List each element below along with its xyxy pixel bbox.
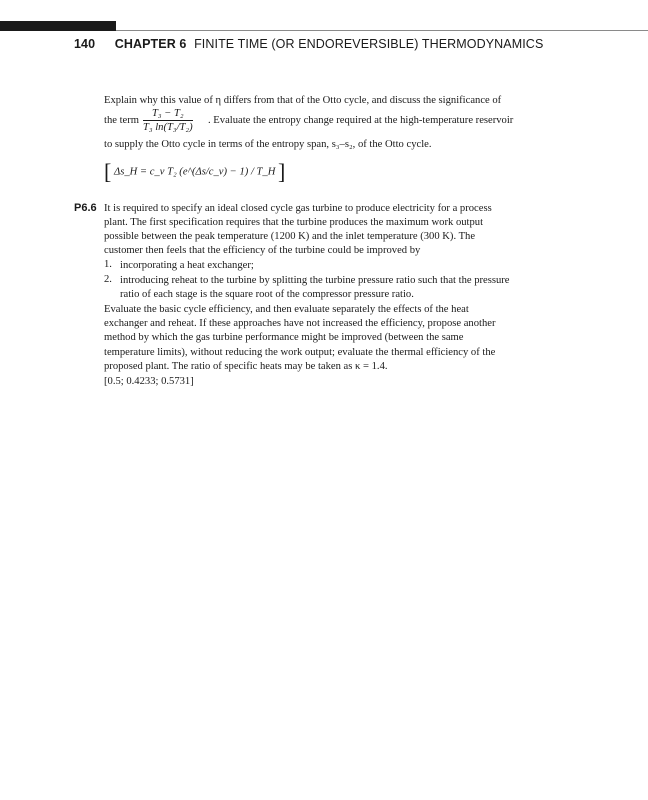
closing-line: temperature limits), without reducing the work output; evaluate the thermal efficiency of the: [104, 347, 496, 358]
page-number: 140: [74, 37, 96, 51]
fraction-denominator: T₃ ln(T₃/T₂): [143, 122, 193, 133]
answer-right-bracket: ]: [278, 159, 286, 184]
running-head: [74, 37, 543, 51]
list-item-text: ratio of each stage is the square root of the compressor pressure ratio.: [120, 289, 414, 300]
problem-answer: [0.5; 0.4233; 0.5731]: [104, 376, 194, 387]
intro-line-2-prefix: the term: [104, 115, 140, 126]
closing-line: exchanger and reheat. If these approaches have not increased the efficiency, propose another: [104, 318, 496, 329]
answer-expression: Δs_H = c_v T₂ (e^(Δs/c_v) − 1) / T_H: [113, 166, 276, 178]
header-rule: [116, 30, 648, 31]
fraction-numerator: T₃ − T₂: [143, 108, 193, 121]
problem-line: plant. The first specification requires that the turbine produces the maximum work output: [104, 217, 484, 228]
list-item-text: incorporating a heat exchanger;: [120, 260, 254, 271]
chapter-label: CHAPTER 6: [114, 37, 187, 51]
intro-line-1: Explain why this value of η differs from that of the Otto cycle, and discuss the significance of: [104, 95, 502, 106]
answer-left-bracket: [: [104, 159, 112, 184]
intro-answer-equation: [104, 161, 285, 183]
list-item-text: introducing reheat to the turbine by splitting the turbine pressure ratio such that the pressure: [120, 275, 510, 286]
chapter-title: FINITE TIME (OR ENDOREVERSIBLE) THERMODYNAMICS: [194, 37, 544, 51]
problem-label: P6.6: [74, 202, 97, 214]
closing-line: method by which the gas turbine performance might be improved (between the same: [104, 332, 464, 343]
closing-line: Evaluate the basic cycle efficiency, and then evaluate separately the effects of the heat: [104, 304, 469, 315]
list-item-number: 1.: [104, 259, 112, 270]
problem-line: customer then feels that the efficiency of the turbine could be improved by: [104, 245, 421, 256]
problem-line: It is required to specify an ideal closed cycle gas turbine to produce electricity for a process: [104, 203, 492, 214]
intro-line-2-suffix: . Evaluate the entropy change required at the high-temperature reservoir: [208, 115, 514, 126]
closing-line: proposed plant. The ratio of specific heats may be taken as κ = 1.4.: [104, 361, 388, 372]
header-bar: [0, 21, 116, 31]
list-item-number: 2.: [104, 274, 112, 285]
term-fraction: [143, 108, 193, 133]
problem-line: possible between the peak temperature (1200 K) and the inlet temperature (300 K). The: [104, 231, 476, 242]
intro-line-3: to supply the Otto cycle in terms of the entropy span, s₃–s₂, of the Otto cycle.: [104, 139, 432, 150]
